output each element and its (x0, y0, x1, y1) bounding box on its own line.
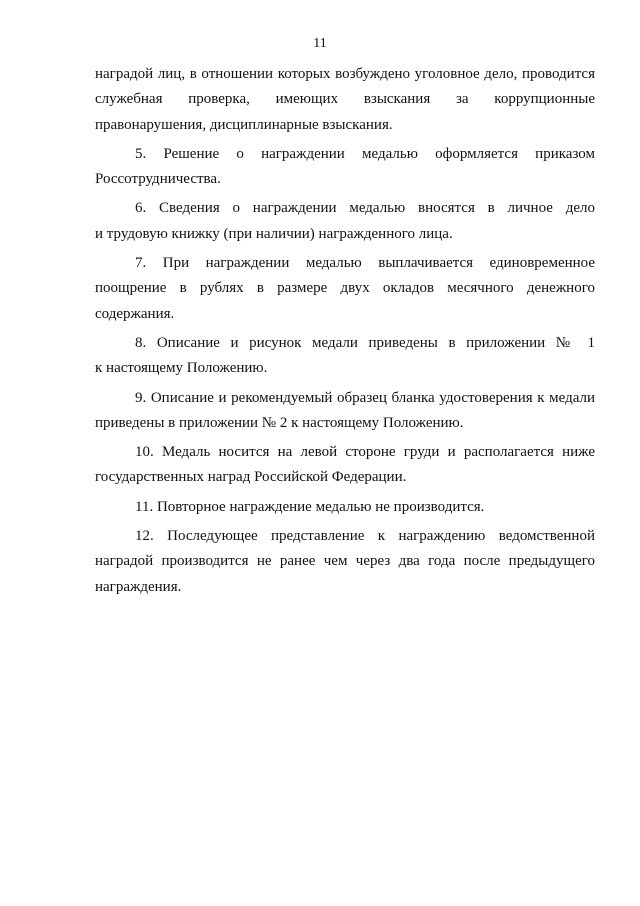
text-line: наградой производится не ранее чем через два года после предыдущего (95, 553, 595, 570)
text-line: 10. Медаль носится на левой стороне груди и располагается ниже (135, 444, 595, 461)
paragraph-item-11 (95, 495, 595, 520)
text-line: содержания. (95, 305, 175, 322)
paragraph-item-6 (95, 196, 595, 247)
text-line: награждения. (95, 578, 182, 595)
paragraph-item-9 (95, 386, 595, 437)
paragraph-item-7 (95, 251, 595, 327)
text-line: государственных наград Российской Федерации. (95, 469, 407, 486)
paragraph-item-5 (95, 142, 595, 193)
text-line: правонарушения, дисциплинарные взыскания. (95, 116, 393, 133)
page-number: 11 (313, 36, 327, 51)
text-line: 6. Сведения о награждении медалью вносятся в личное дело (135, 200, 595, 217)
document-body (95, 62, 595, 604)
text-line: поощрение в рублях в размере двух окладов месячного денежного (95, 280, 595, 297)
text-line: служебная проверка, имеющих взыскания за коррупционные (95, 91, 595, 108)
text-line: Россотрудничества. (95, 171, 221, 188)
text-line: 11. Повторное награждение медалью не производится. (135, 498, 485, 515)
paragraph-item-8 (95, 331, 595, 382)
text-line: наградой лиц, в отношении которых возбуждено уголовное дело, проводится (95, 66, 595, 82)
paragraph-continuation (95, 62, 595, 138)
paragraph-item-12 (95, 524, 595, 600)
text-line: приведены в приложении № 2 к настоящему Положению. (95, 414, 464, 431)
text-line: 5. Решение о награждении медалью оформляется приказом (135, 145, 595, 162)
paragraph-item-10 (95, 440, 595, 491)
text-line: 12. Последующее представление к награждению ведомственной (135, 528, 595, 545)
text-line: 9. Описание и рекомендуемый образец бланка удостоверения к медали (135, 389, 595, 406)
text-line: к настоящему Положению. (95, 360, 268, 377)
text-line: 7. При награждении медалью выплачивается единовременное (135, 255, 595, 272)
text-line: 8. Описание и рисунок медали приведены в приложении № 1 (135, 334, 595, 351)
text-line: и трудовую книжку (при наличии) награжденного лица. (95, 225, 453, 242)
